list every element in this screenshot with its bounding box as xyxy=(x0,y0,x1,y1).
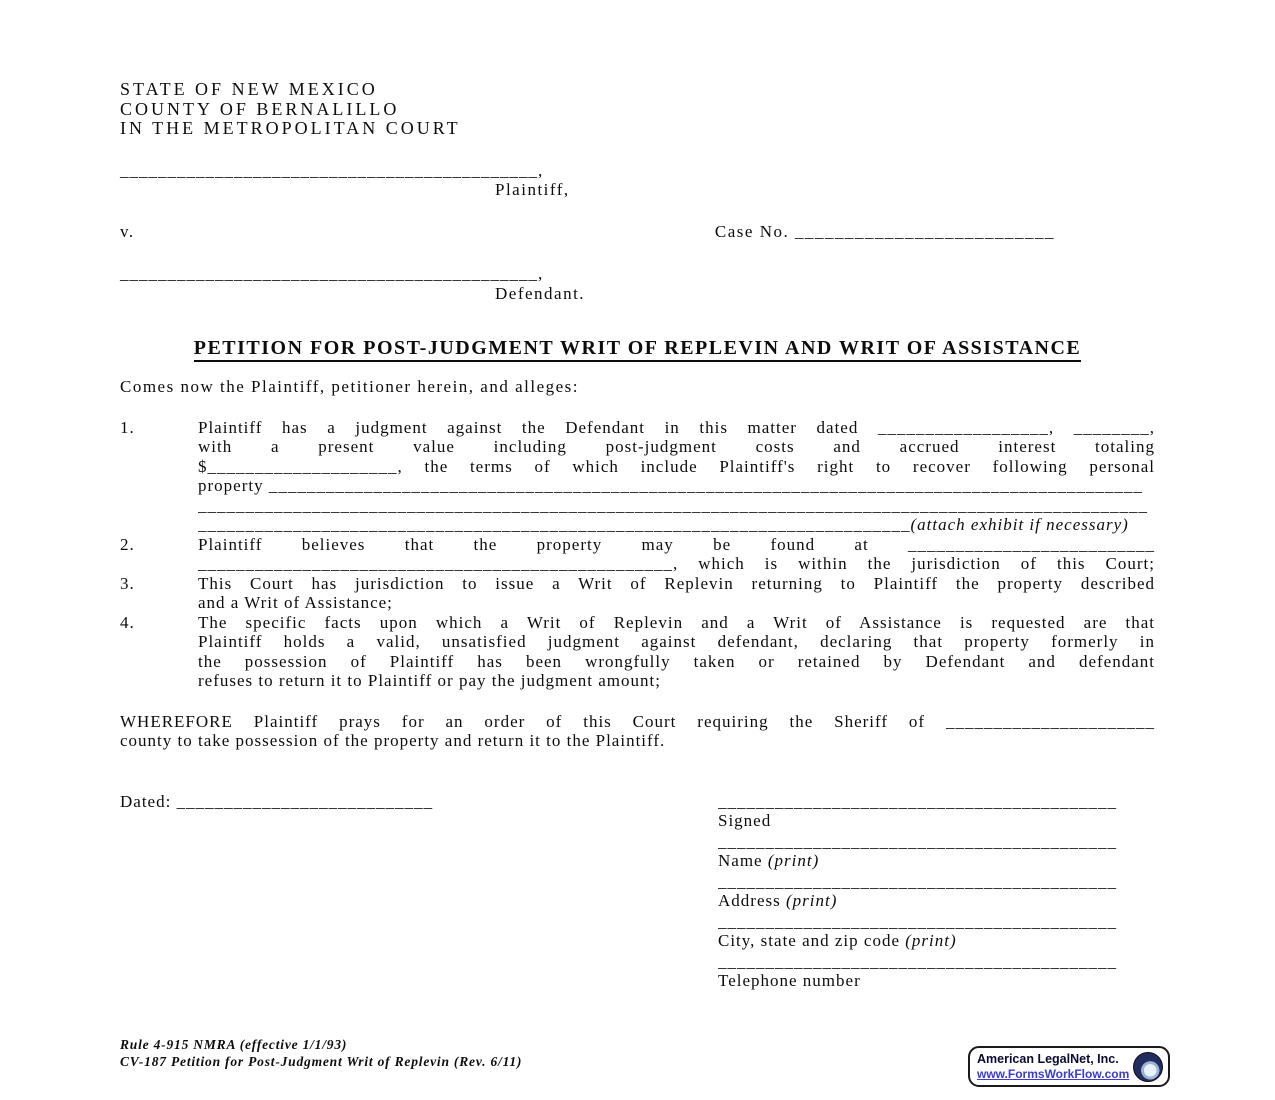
form-line xyxy=(120,731,1155,751)
legalnet-company: American LegalNet, Inc. xyxy=(977,1051,1119,1066)
form-line xyxy=(198,554,1155,574)
allegation-number: 3. xyxy=(120,573,135,593)
text-run: WHEREFORE Plaintiff prays for an order of this Court requiring the Sheriff of ______________________ xyxy=(120,711,1155,731)
allegation-item-4 xyxy=(120,613,1155,691)
legalnet-globe-icon xyxy=(1133,1052,1163,1082)
allegation-body xyxy=(198,418,1155,535)
text-run: the possession of Plaintiff has been wrongfully taken or retained by Defendant and defendant xyxy=(198,651,1155,671)
form-line xyxy=(198,574,1155,594)
form-line xyxy=(198,671,1155,691)
text-run: ____________________________________________________________________________________________________ xyxy=(198,495,1148,515)
text-run: __________________________________________________, which is within the jurisdiction of this Court; xyxy=(198,554,1155,573)
allegation-number: 2. xyxy=(120,534,135,554)
intro-paragraph: Comes now the Plaintiff, petitioner herein, and alleges: xyxy=(120,377,580,396)
text-run: $____________________, the terms of which include Plaintiff's right to recover following personal xyxy=(198,456,1155,476)
text-run: ___________________________________________________________________________ xyxy=(198,515,911,534)
text-run: property ____________________________________________________________________________________________ xyxy=(198,476,1143,495)
court-header-line: STATE OF NEW MEXICO xyxy=(120,79,378,99)
signature-blank-line[interactable]: __________________________________________ xyxy=(718,951,1117,971)
signature-block xyxy=(718,792,1120,992)
dated-row xyxy=(120,792,433,992)
print-note: (print) xyxy=(767,851,820,870)
form-content xyxy=(120,80,1155,992)
plaintiff-name-blank[interactable]: ____________________________________________, xyxy=(120,160,544,180)
signature-row xyxy=(718,832,1120,871)
citation-line: CV-187 Petition for Post-Judgment Writ of Replevin (Rev. 6/11) xyxy=(120,1054,523,1069)
text-run: with a present value including post-judgment costs and accrued interest totaling xyxy=(198,437,1155,456)
allegation-item-1 xyxy=(120,418,1155,535)
signature-blank-line[interactable]: __________________________________________ xyxy=(718,871,1117,891)
signature-row xyxy=(718,952,1120,991)
signature-row xyxy=(718,872,1120,911)
text-run: Plaintiff holds a valid, unsatisfied judgment against defendant, declaring that property formerly in xyxy=(198,632,1155,651)
defendant-label: Defendant. xyxy=(495,283,586,303)
label-text: Name xyxy=(718,851,768,870)
legalnet-url-link[interactable]: www.FormsWorkFlow.com xyxy=(977,1066,1130,1081)
signature-label xyxy=(718,851,1120,871)
court-header-line: IN THE METROPOLITAN COURT xyxy=(120,118,461,138)
signature-row xyxy=(718,912,1120,951)
allegation-body xyxy=(198,535,1155,574)
text-run: Plaintiff has a judgment against the Defendant in this matter dated __________________, ________, xyxy=(198,417,1155,437)
court-header xyxy=(120,80,1155,139)
document-title: PETITION FOR POST-JUDGMENT WRIT OF REPLEVIN AND WRIT OF ASSISTANCE xyxy=(120,337,1155,360)
print-note: (print) xyxy=(785,891,838,910)
legalnet-badge xyxy=(968,1046,1170,1087)
text-run: This Court has jurisdiction to issue a Writ of Replevin returning to Plaintiff the property described xyxy=(198,573,1155,593)
allegation-item-3 xyxy=(120,574,1155,613)
plaintiff-label: Plaintiff, xyxy=(495,180,570,199)
text-run: and a Writ of Assistance; xyxy=(198,593,393,612)
signature-blank-line[interactable]: __________________________________________ xyxy=(718,791,1117,811)
form-line xyxy=(120,712,1155,732)
signature-label xyxy=(718,891,1120,911)
allegation-number: 4. xyxy=(120,612,135,632)
form-line xyxy=(198,437,1155,457)
versus-row xyxy=(120,222,1155,242)
allegations-list xyxy=(120,418,1155,691)
form-line xyxy=(198,515,1155,535)
dated-label: Dated: xyxy=(120,791,172,811)
form-line xyxy=(198,632,1155,652)
case-number-group xyxy=(715,222,1055,242)
signature-blank-line[interactable]: __________________________________________ xyxy=(718,911,1117,931)
italic-note: (attach exhibit if necessary) xyxy=(910,515,1129,534)
form-line xyxy=(198,476,1155,496)
label-text: Signed xyxy=(718,811,772,830)
wherefore-paragraph xyxy=(120,712,1155,751)
signature-label xyxy=(718,931,1120,951)
citation-line: Rule 4-915 NMRA (effective 1/1/93) xyxy=(120,1037,348,1052)
defendant-name-blank[interactable]: ____________________________________________, xyxy=(120,264,544,283)
form-line xyxy=(198,457,1155,477)
text-run: refuses to return it to Plaintiff or pay the judgment amount; xyxy=(198,671,661,690)
dated-blank[interactable]: ___________________________ xyxy=(176,791,434,811)
text-run: The specific facts upon which a Writ of Replevin and a Writ of Assistance is requested are that xyxy=(198,612,1155,632)
form-citation xyxy=(120,1036,522,1070)
form-line xyxy=(198,652,1155,672)
form-line xyxy=(198,418,1155,438)
form-line xyxy=(198,496,1155,516)
case-number-label: Case No. xyxy=(714,221,790,241)
signature-label xyxy=(718,971,1120,991)
signature-label xyxy=(718,811,1120,831)
text-run: Plaintiff believes that the property may be found at __________________________ xyxy=(198,534,1155,554)
form-line xyxy=(198,593,1155,613)
form-line xyxy=(198,613,1155,633)
label-text: City, state and zip code xyxy=(718,931,906,950)
signature-row xyxy=(718,792,1120,831)
case-number-blank[interactable]: __________________________ xyxy=(795,221,1055,241)
label-text: Address xyxy=(718,891,786,910)
print-note: (print) xyxy=(905,931,957,950)
allegation-body xyxy=(198,574,1155,613)
signature-section xyxy=(120,792,1155,992)
legalnet-text xyxy=(977,1052,1129,1082)
signature-blank-line[interactable]: __________________________________________ xyxy=(718,831,1117,851)
allegation-item-2 xyxy=(120,535,1155,574)
form-line xyxy=(198,535,1155,555)
allegation-number: 1. xyxy=(120,417,135,437)
versus-label: v. xyxy=(120,221,135,241)
text-run: county to take possession of the property and return it to the Plaintiff. xyxy=(120,731,666,750)
label-text: Telephone number xyxy=(718,971,861,990)
allegation-body xyxy=(198,613,1155,691)
court-header-line: COUNTY OF BERNALILLO xyxy=(120,98,400,119)
